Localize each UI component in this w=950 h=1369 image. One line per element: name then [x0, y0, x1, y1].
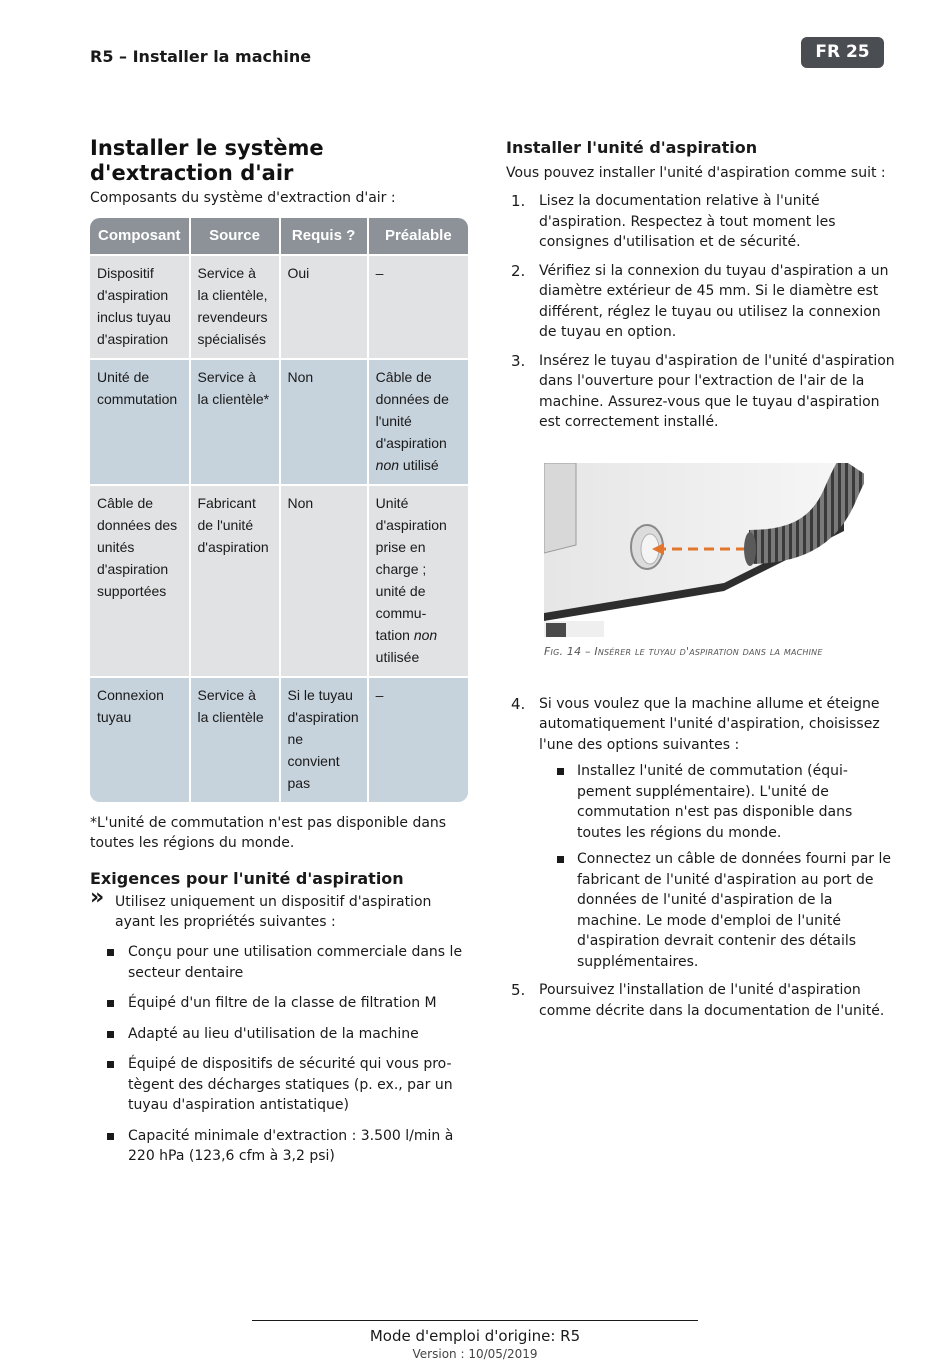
- install-title: Installer l'unité d'aspiration: [506, 138, 758, 157]
- section-intro: Composants du système d'extraction d'air :: [90, 190, 396, 206]
- table-cell: [369, 358, 468, 484]
- step-item: [506, 191, 896, 253]
- step-text: Vérifiez si la connexion du tuyau d'aspiration a un diamètre extérieur de 45 mm. Si le diamètre est différent, réglez le tuyau ou utilisez la connexion de tuyau en option.: [539, 262, 889, 340]
- table-cell: Service à la clientèle*: [191, 358, 281, 484]
- table-row: [90, 484, 468, 676]
- step-text: Si vous voulez que la machine allume et éteigne automatiquement l'unité d'aspiration, choisissez l'une des options suivantes :: [539, 695, 880, 753]
- cell-text: Unité d'aspiration prise en charge ; unité de commu- tation: [375, 495, 447, 643]
- step-item: [506, 980, 896, 1021]
- list-item: [577, 849, 896, 972]
- step4-options: [539, 761, 896, 972]
- double-chevron-icon: »: [90, 885, 105, 910]
- list-item: [128, 1126, 470, 1167]
- table-cell: Connexion tuyau: [90, 676, 191, 802]
- square-bullet-icon: [107, 1133, 114, 1140]
- install-intro: Vous pouvez installer l'unité d'aspiration comme suit :: [506, 165, 886, 181]
- table-cell: Service à la clientèle: [191, 676, 281, 802]
- square-bullet-icon: [107, 1061, 114, 1068]
- table-cell: Fabricant de l'unité d'aspiration: [191, 484, 281, 676]
- cell-emphasis: non: [413, 627, 438, 643]
- table-header-prealable: Préalable: [369, 218, 468, 254]
- cell-text: utilisé: [399, 457, 439, 473]
- table-header-source: Source: [191, 218, 281, 254]
- square-bullet-icon: [557, 856, 564, 863]
- install-steps-continued: [506, 694, 896, 1022]
- step-number: 1.: [511, 192, 526, 210]
- requirements-intro-text: Utilisez uniquement un dispositif d'aspiration ayant les propriétés suivantes :: [115, 894, 432, 930]
- list-item-text: Équipé de dispositifs de sécurité qui vous pro- tègent des décharges statiques (p. ex., par un tuyau d'aspiration antistatique): [128, 1056, 453, 1113]
- step-text: Lisez la documentation relative à l'unité d'aspiration. Respectez à tout moment les consignes d'utilisation et de sécurité.: [539, 193, 836, 250]
- table-header-composant: Composant: [90, 218, 191, 254]
- list-item-text: Conçu pour une utilisation commerciale dans le secteur dentaire: [128, 944, 463, 981]
- square-bullet-icon: [557, 768, 564, 775]
- page-header-title: R5 – Installer la machine: [90, 47, 312, 66]
- table-cell: –: [369, 676, 468, 802]
- list-item-text: Capacité minimale d'extraction : 3.500 l/min à 220 hPa (123,6 cfm à 3,2 psi): [128, 1127, 454, 1164]
- list-item-text: Installez l'unité de commutation (équi- pement supplémentaire). L'unité de commutation n'est pas disponible dans toutes les régions du monde.: [577, 763, 853, 841]
- footer-version: Version : 10/05/2019: [412, 1347, 538, 1361]
- list-item: [128, 993, 470, 1014]
- list-item-text: Connectez un câble de données fourni par le fabricant de l'unité d'aspiration au port de données de l'unité d'aspiration de la machine. Le mode d'emploi de l'unité d'aspiration devrait contenir des détails supplémentaires.: [577, 851, 891, 970]
- table-cell: Non: [281, 484, 369, 676]
- table-cell: Dispositif d'aspiration inclus tuyau d'aspiration: [90, 254, 191, 358]
- figure-caption: Fig. 14 – Insérer le tuyau d'aspiration dans la machine: [544, 644, 823, 658]
- list-item: [128, 1054, 470, 1116]
- requirements-list: [90, 942, 470, 1167]
- list-item: [128, 1024, 470, 1045]
- step-item: [506, 261, 896, 343]
- machine-hose-illustration: [544, 463, 864, 637]
- right-column: [506, 138, 896, 1029]
- requirements-title: Exigences pour l'unité d'aspiration: [90, 869, 404, 888]
- table-cell: [369, 484, 468, 676]
- list-item-text: Équipé d'un filtre de la classe de filtration M: [128, 995, 437, 1011]
- table-cell: Unité de commutation: [90, 358, 191, 484]
- table-cell: –: [369, 254, 468, 358]
- table-row: [90, 358, 468, 484]
- components-table: [90, 218, 468, 802]
- page-number-badge: FR 25: [801, 37, 884, 68]
- table-cell: Service à la clientèle, revendeurs spécialisés: [191, 254, 281, 358]
- table-footnote: *L'unité de commutation n'est pas disponible dans toutes les régions du monde.: [90, 815, 447, 851]
- step-text: Insérez le tuyau d'aspiration de l'unité d'aspiration dans l'ouverture pour l'extraction de l'air de la machine. Assurez-vous que le tuyau d'aspiration est correctement installé.: [539, 352, 895, 430]
- footer-divider: [252, 1320, 698, 1321]
- table-row: [90, 676, 468, 802]
- square-bullet-icon: [107, 949, 114, 956]
- table-cell: Non: [281, 358, 369, 484]
- step-text: Poursuivez l'installation de l'unité d'aspiration comme décrite dans la documentation de l'unité.: [539, 982, 885, 1019]
- step-number: 5.: [511, 981, 526, 999]
- list-item: [128, 942, 470, 983]
- table-cell: Si le tuyau d'aspiration ne convient pas: [281, 676, 369, 802]
- step-item: [506, 351, 896, 433]
- cell-text: utilisée: [375, 649, 420, 665]
- table-header-requis: Requis ?: [281, 218, 369, 254]
- table-row: [90, 254, 468, 358]
- left-column: [90, 136, 470, 1177]
- step-item: [506, 694, 896, 973]
- cell-text: Câble de données de l'unité d'aspiration: [375, 369, 449, 451]
- square-bullet-icon: [107, 1031, 114, 1038]
- step-number: 3.: [511, 351, 526, 370]
- hose-insertion-figure: [544, 463, 864, 637]
- table-cell: Câble de données des unités d'aspiration supportées: [90, 484, 191, 676]
- install-steps: [506, 191, 896, 433]
- list-item: [577, 761, 896, 843]
- footer-title: Mode d'emploi d'origine: R5: [369, 1327, 581, 1345]
- step-number: 2.: [511, 261, 526, 280]
- cell-emphasis: non: [375, 457, 400, 473]
- requirements-intro: [90, 885, 470, 932]
- table-cell: Oui: [281, 254, 369, 358]
- step-number: 4.: [511, 694, 526, 713]
- list-item-text: Adapté au lieu d'utilisation de la machine: [128, 1025, 419, 1042]
- square-bullet-icon: [107, 1000, 114, 1007]
- section-title: Installer le système d'extraction d'air: [90, 136, 324, 185]
